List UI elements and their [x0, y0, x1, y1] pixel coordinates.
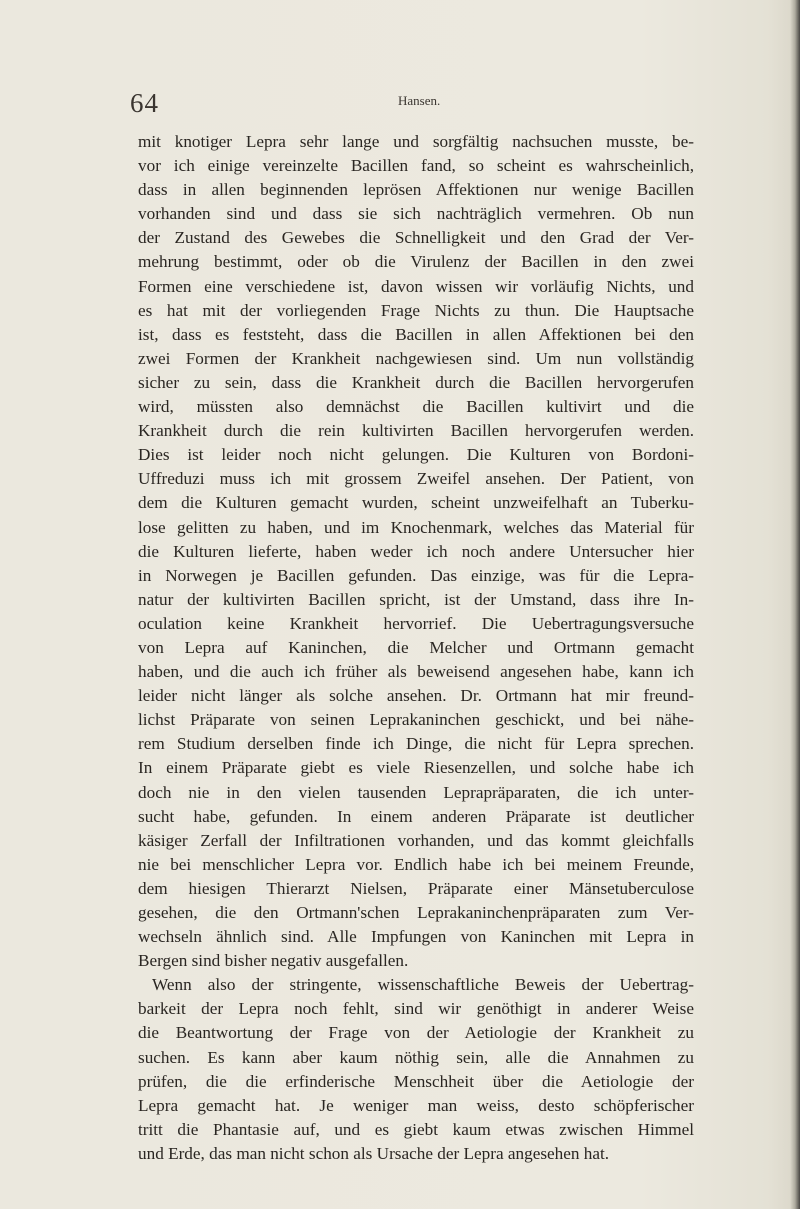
text-line: und Erde, das man nicht schon als Ursache der Lepra angesehen hat. — [138, 1143, 610, 1163]
running-head: Hansen. — [398, 93, 441, 108]
text-line: oculation keine Krankheit hervorrief. Die Uebertragungsversuche — [138, 613, 694, 633]
text-line: sicher zu sein, dass die Krankheit durch die Bacillen hervorgerufen — [138, 372, 694, 392]
text-line: nie bei menschlicher Lepra vor. Endlich habe ich bei meinem Freunde, — [138, 854, 694, 874]
text-line: leider nicht länger als solche ansehen. Dr. Ortmann hat mir freund- — [138, 686, 694, 706]
text-line: doch nie in den vielen tausenden Leprapräparaten, die ich unter- — [138, 782, 694, 802]
text-line: von Lepra auf Kaninchen, die Melcher und Ortmann gemacht — [138, 637, 694, 657]
text-line: Formen eine verschiedene ist, davon wissen wir vorläufig Nichts, und — [138, 276, 694, 296]
text-line: Bergen sind bisher negativ ausgefallen. — [138, 951, 409, 971]
text-line: käsiger Zerfall der Infiltrationen vorhanden, und das kommt gleichfalls — [138, 830, 694, 850]
text-line: haben, und die auch ich früher als beweisend angesehen habe, kann ich — [138, 662, 694, 682]
text-line: der Zustand des Gewebes die Schnelligkeit und den Grad der Ver- — [138, 228, 694, 248]
text-line: zwei Formen der Krankheit nachgewiesen sind. Um nun vollständig — [138, 348, 694, 368]
text-line: vor ich einige vereinzelte Bacillen fand, so scheint es wahrscheinlich, — [138, 156, 694, 176]
text-line: Dies ist leider noch nicht gelungen. Die Kulturen von Bordoni- — [138, 445, 694, 465]
text-line: ist, dass es feststeht, dass die Bacillen in allen Affektionen bei den — [138, 324, 694, 344]
text-line: barkeit der Lepra noch fehlt, sind wir genöthigt in anderer Weise — [138, 999, 694, 1019]
text-line: gesehen, die den Ortmann'schen Leprakaninchenpräparaten zum Ver- — [138, 903, 694, 922]
text-line: in Norwegen je Bacillen gefunden. Das einzige, was für die Lepra- — [138, 565, 694, 585]
text-line: prüfen, die die erfinderische Menschheit über die Aetiologie der — [138, 1071, 694, 1091]
page-edge-shadow — [790, 0, 800, 1209]
text-line: dem hiesigen Thierarzt Nielsen, Präparate einer Mänsetuberculose — [138, 878, 694, 898]
text-line: dem die Kulturen gemacht wurden, scheint unzweifelhaft an Tuberku- — [138, 493, 694, 513]
text-line: natur der kultivirten Bacillen spricht, ist der Umstand, dass ihre In- — [138, 589, 694, 609]
text-line: dass in allen beginnenden leprösen Affektionen nur wenige Bacillen — [138, 180, 694, 200]
text-line: es hat mit der vorliegenden Frage Nichts zu thun. Die Hauptsache — [138, 300, 694, 320]
text-line: wechseln ähnlich sind. Alle Impfungen von Kaninchen mit Lepra in — [138, 927, 694, 947]
text-line: sucht habe, gefunden. In einem anderen Präparate ist deutlicher — [138, 806, 694, 826]
text-line: In einem Präparate giebt es viele Riesenzellen, und solche habe ich — [138, 758, 694, 778]
text-line: Lepra gemacht hat. Je weniger man weiss, desto schöpferischer — [138, 1095, 694, 1115]
text-line: rem Studium derselben finde ich Dinge, die nicht für Lepra sprechen. — [138, 734, 694, 754]
body-text — [138, 130, 694, 1166]
text-line: Krankheit durch die rein kultivirten Bacillen hervorgerufen werden. — [138, 421, 694, 441]
text-line: tritt die Phantasie auf, und es giebt kaum etwas zwischen Himmel — [138, 1119, 694, 1139]
text-line: Uffreduzi muss ich mit grossem Zweifel ansehen. Der Patient, von — [138, 469, 694, 489]
text-line: wird, müssten also demnächst die Bacillen kultivirt und die — [138, 397, 694, 417]
text-line: mit knotiger Lepra sehr lange und sorgfältig nachsuchen musste, be- — [138, 132, 694, 151]
page-number: 64 — [130, 88, 159, 118]
text-line: vorhanden sind und dass sie sich nachträglich vermehren. Ob nun — [138, 204, 694, 224]
page-header — [130, 88, 650, 124]
text-line: suchen. Es kann aber kaum nöthig sein, alle die Annahmen zu — [138, 1047, 694, 1067]
text-line: lichst Präparate von seinen Leprakaninchen geschickt, und bei nähe- — [138, 710, 694, 730]
text-line: mehrung bestimmt, oder ob die Virulenz der Bacillen in den zwei — [138, 252, 694, 272]
text-line: lose gelitten zu haben, und im Knochenmark, welches das Material für — [138, 517, 694, 537]
text-line: Wenn also der stringente, wissenschaftliche Beweis der Uebertrag- — [152, 975, 694, 995]
text-line: die Kulturen lieferte, haben weder ich noch andere Untersucher hier — [138, 541, 694, 561]
text-line: die Beantwortung der Frage von der Aetiologie der Krankheit zu — [138, 1023, 694, 1043]
